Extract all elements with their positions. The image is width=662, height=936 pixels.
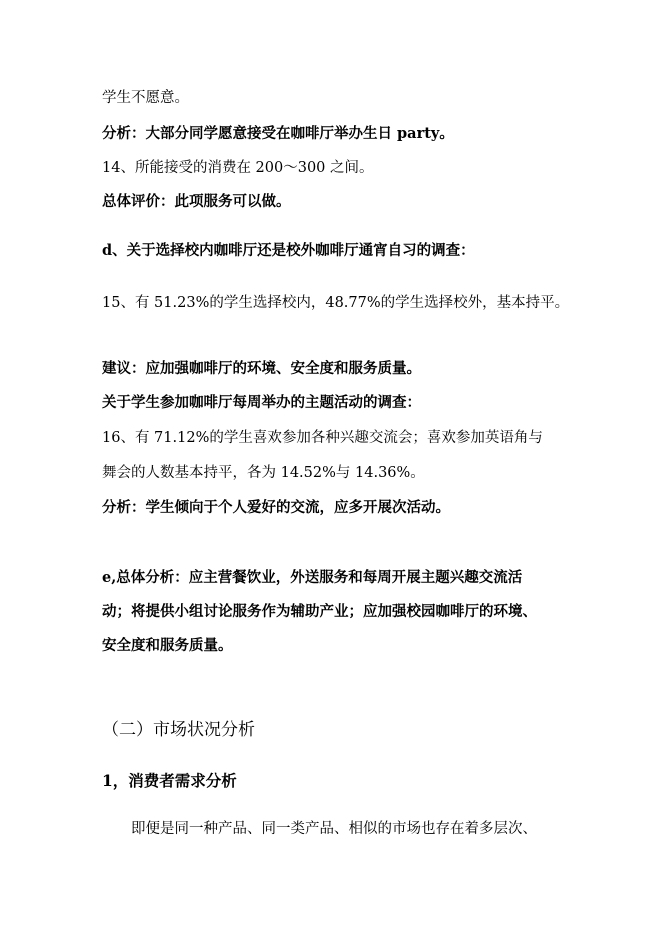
section-heading-market-analysis: （二）市场状况分析 (102, 720, 255, 740)
item-16-line-2: 舞会的人数基本持平，各为 14.52%与 14.36%。 (102, 465, 425, 481)
item-15-campus-choice: 15、有 51.23%的学生选择校内，48.77%的学生选择校外，基本持平。 (102, 295, 570, 311)
analysis-birthday-party: 分析：大部分同学愿意接受在咖啡厅举办生日 party。 (102, 125, 454, 142)
analysis-hobby-exchange: 分析：学生倾向于个人爱好的交流，应多开展次活动。 (102, 499, 450, 516)
text-line-students-unwilling: 学生不愿意。 (102, 90, 189, 106)
overall-analysis-line-2: 动；将提供小组讨论服务作为辅助产业；应加强校园咖啡厅的环境、 (102, 603, 537, 620)
item-16-line-1: 16、有 71.12%的学生喜欢参加各种兴趣交流会；喜欢参加英语角与 (102, 430, 543, 446)
overall-evaluation: 总体评价：此项服务可以做。 (102, 193, 291, 210)
overall-analysis-line-3: 安全度和服务质量。 (102, 637, 233, 654)
section-d-heading: d、关于选择校内咖啡厅还是校外咖啡厅通宵自习的调查： (102, 242, 475, 259)
weekly-activity-survey-heading: 关于学生参加咖啡厅每周举办的主题活动的调查： (102, 394, 421, 411)
subsection-heading-consumer-demand: 1，消费者需求分析 (102, 771, 237, 790)
body-paragraph-start: 即便是同一种产品、同一类产品、相似的市场也存在着多层次、 (131, 821, 537, 837)
item-14-consumption: 14、所能接受的消费在 200～300 之间。 (102, 160, 374, 176)
suggestion-line: 建议：应加强咖啡厅的环境、安全度和服务质量。 (102, 360, 421, 377)
overall-analysis-line-1: e,总体分析：应主营餐饮业，外送服务和每周开展主题兴趣交流活 (102, 569, 523, 586)
